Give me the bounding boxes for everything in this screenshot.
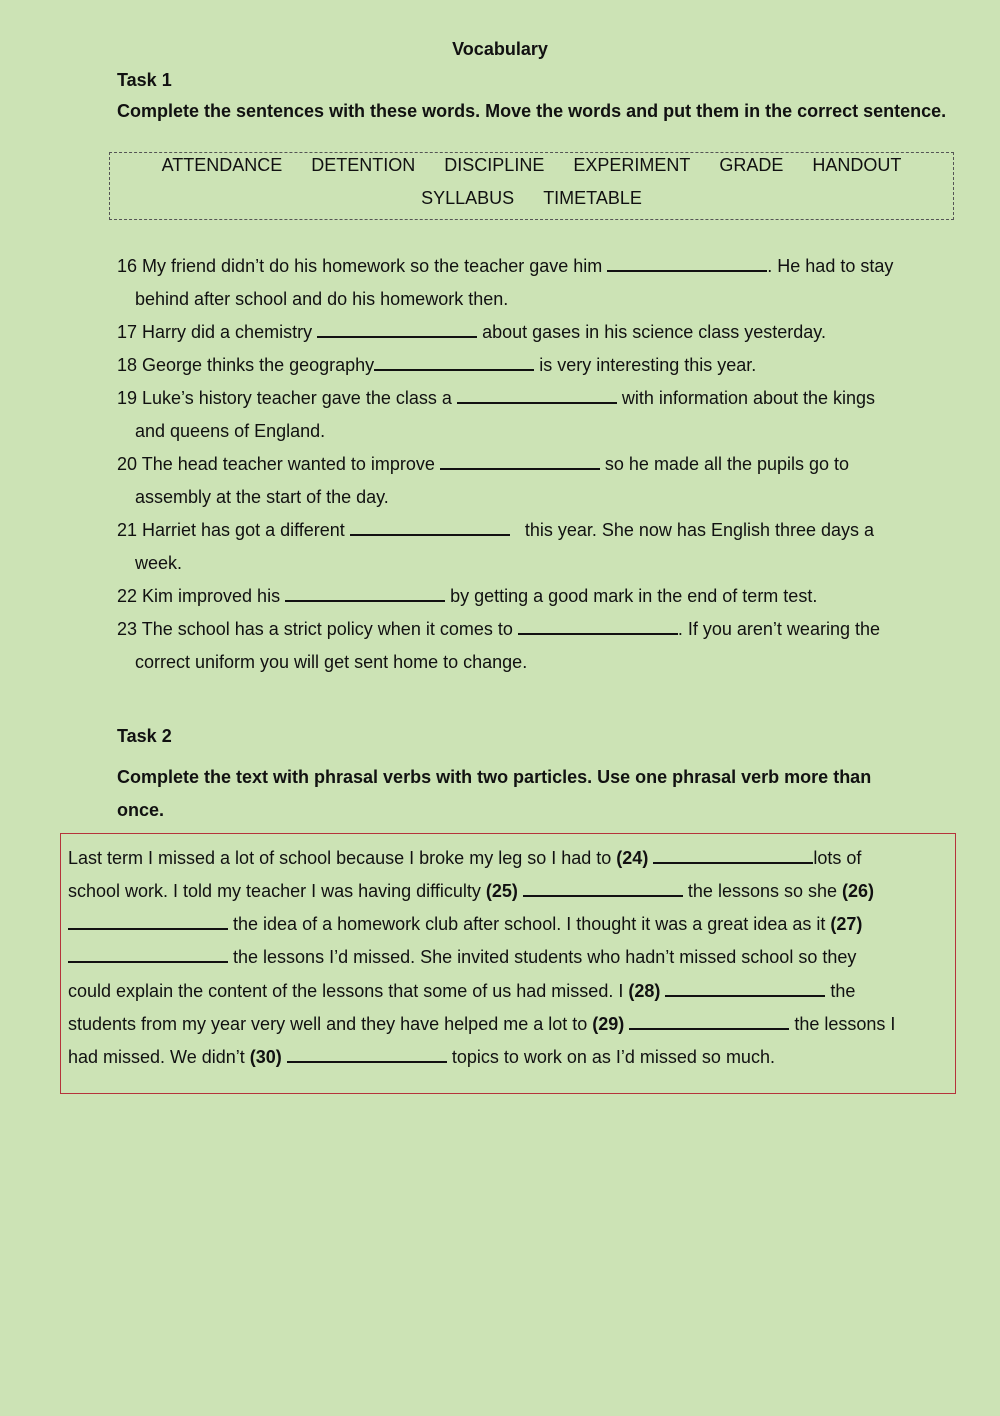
word-handout[interactable]: HANDOUT xyxy=(812,155,902,175)
sentence-23: 23 The school has a strict policy when it comes to . If you aren’t wearing the xyxy=(117,619,880,639)
word-detention[interactable]: DETENTION xyxy=(311,155,416,175)
word-experiment[interactable]: EXPERIMENT xyxy=(573,155,691,175)
blank-21[interactable] xyxy=(350,518,510,536)
sentence-23-cont: correct uniform you will get sent home to change. xyxy=(135,652,528,672)
task2-heading: Task 2 xyxy=(117,726,172,746)
paragraph-line-1: Last term I missed a lot of school because I broke my leg so I had to (24) lots of xyxy=(68,848,862,868)
paragraph-line-2: school work. I told my teacher I was having difficulty (25) the lessons so she (26) xyxy=(68,881,875,901)
gap-number-26: (26) xyxy=(842,881,875,901)
word-bank-row-2 xyxy=(110,188,953,209)
sentence-21-cont: week. xyxy=(135,553,183,573)
sentence-17: 17 Harry did a chemistry about gases in his science class yesterday. xyxy=(117,322,826,342)
task1-heading: Task 1 xyxy=(117,70,172,90)
task1-sentences xyxy=(117,250,957,679)
word-timetable[interactable]: TIMETABLE xyxy=(543,188,642,208)
sentence-16-cont: behind after school and do his homework then. xyxy=(135,289,509,309)
blank-24[interactable] xyxy=(653,846,813,864)
blank-23[interactable] xyxy=(518,617,678,635)
word-syllabus[interactable]: SYLLABUS xyxy=(421,188,515,208)
blank-17[interactable] xyxy=(317,320,477,338)
paragraph-line-7: had missed. We didn’t (30) topics to work on as I’d missed so much. xyxy=(68,1047,775,1067)
paragraph-line-6: students from my year very well and they have helped me a lot to (29) the lessons I xyxy=(68,1014,896,1034)
gap-number-24: (24) xyxy=(616,848,649,868)
blank-20[interactable] xyxy=(440,452,600,470)
blank-16[interactable] xyxy=(607,254,767,272)
gap-number-29: (29) xyxy=(592,1014,625,1034)
task1-instruction: Complete the sentences with these words. Move the words and put them in the correct sentence. xyxy=(117,101,947,121)
gap-number-28: (28) xyxy=(628,981,661,1001)
sentence-16: 16 My friend didn’t do his homework so the teacher gave him . He had to stay xyxy=(117,256,894,276)
task2-text-box xyxy=(60,833,956,1094)
gap-number-25: (25) xyxy=(485,881,518,901)
sentence-20: 20 The head teacher wanted to improve so he made all the pupils go to xyxy=(117,454,850,474)
sentence-21: 21 Harriet has got a different this year. She now has English three days a xyxy=(117,520,875,540)
word-discipline[interactable]: DISCIPLINE xyxy=(444,155,545,175)
sentence-22: 22 Kim improved his by getting a good mark in the end of term test. xyxy=(117,586,818,606)
task2-instruction-line2: once. xyxy=(117,800,165,820)
word-attendance[interactable]: ATTENDANCE xyxy=(161,155,283,175)
blank-22[interactable] xyxy=(285,584,445,602)
paragraph-line-4: the lessons I’d missed. She invited students who hadn’t missed school so they xyxy=(68,941,856,974)
sentence-20-cont: assembly at the start of the day. xyxy=(135,487,389,507)
task2-instruction-line1: Complete the text with phrasal verbs with two particles. Use one phrasal verb more than xyxy=(117,767,872,787)
paragraph-line-3: the idea of a homework club after school. I thought it was a great idea as it (27) xyxy=(68,908,862,941)
blank-26[interactable] xyxy=(68,912,228,930)
sentence-19-cont: and queens of England. xyxy=(135,421,326,441)
blank-25[interactable] xyxy=(523,879,683,897)
gap-number-27: (27) xyxy=(830,914,863,934)
paragraph-line-5: could explain the content of the lessons that some of us had missed. I (28) the xyxy=(68,981,856,1001)
gap-number-30: (30) xyxy=(249,1047,282,1067)
sentence-18: 18 George thinks the geography is very interesting this year. xyxy=(117,355,757,375)
blank-30[interactable] xyxy=(287,1045,447,1063)
blank-19[interactable] xyxy=(457,386,617,404)
page-title: Vocabulary xyxy=(452,39,548,59)
word-bank xyxy=(109,152,954,220)
blank-27[interactable] xyxy=(68,945,228,963)
blank-18[interactable] xyxy=(374,353,534,371)
blank-28[interactable] xyxy=(665,979,825,997)
word-bank-row-1 xyxy=(110,155,953,176)
blank-29[interactable] xyxy=(629,1012,789,1030)
word-grade[interactable]: GRADE xyxy=(719,155,784,175)
sentence-19: 19 Luke’s history teacher gave the class a with information about the kings xyxy=(117,388,876,408)
